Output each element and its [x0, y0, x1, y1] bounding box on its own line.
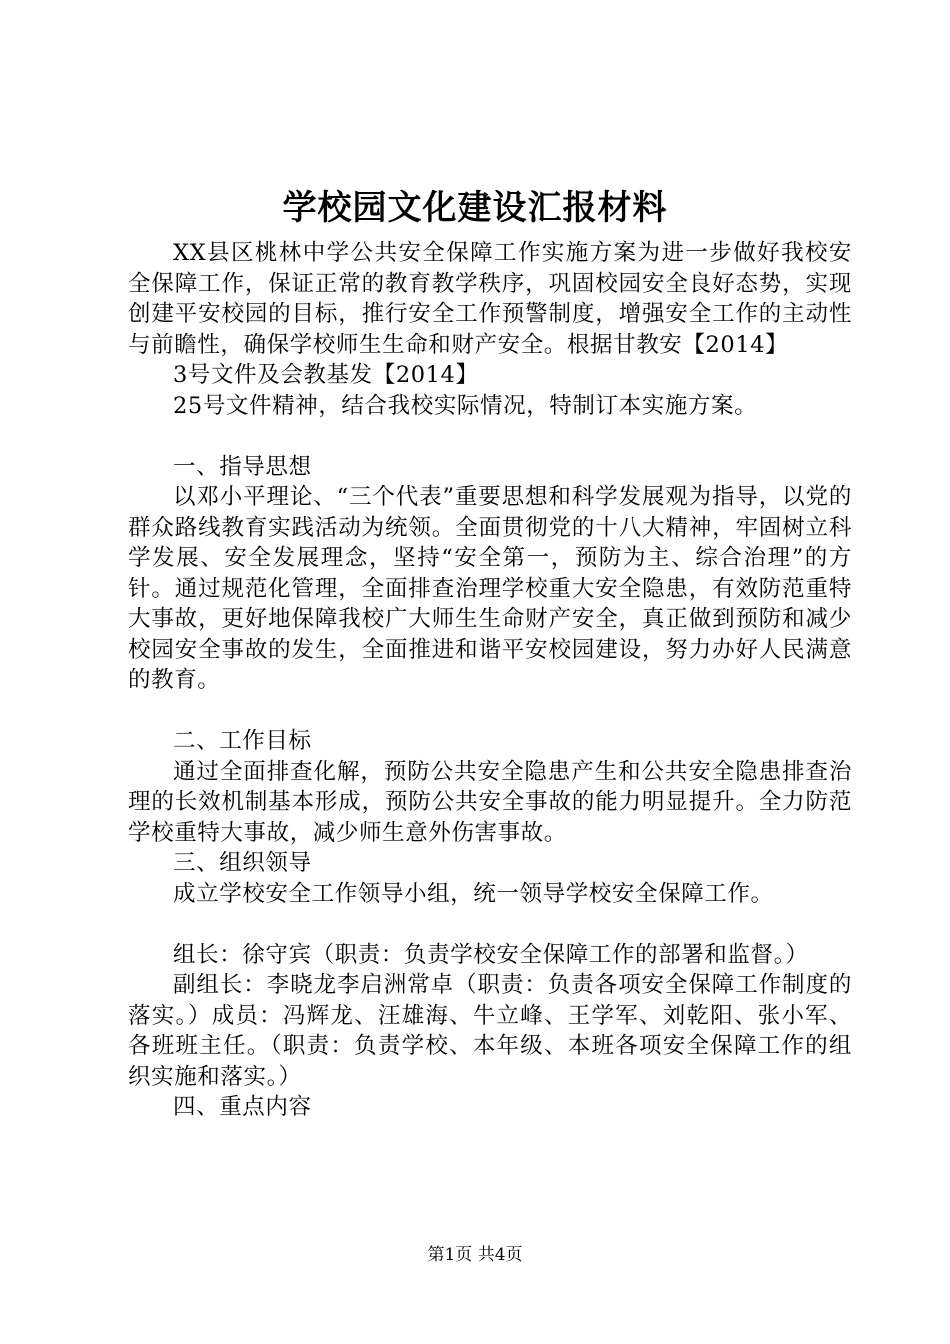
section-heading-work-goals: 二、工作目标 [173, 728, 312, 754]
paragraph-intro: XX县区桃林中学公共安全保障工作实施方案为进一步做好我校安全保障工作，保证正常的教育教学秩序，巩固校园安全良好态势，实现创建平安校园的目标，推行安全工作预警制度，增强安全工作的主动性与前瞻性，确保学校师生生命和财产安全。根据甘教安【2014】 [128, 240, 852, 358]
page-footer: 第1页 共4页 [427, 1245, 523, 1265]
blank-line [128, 421, 852, 452]
section-heading-organization: 三、组织领导 [173, 850, 312, 876]
section-heading-guiding-thought: 一、指导思想 [173, 453, 312, 480]
paragraph-deputy-leaders-members: 副组长：李晓龙李启洲常卓（职责：负责各项安全保障工作制度的落实。）成员：冯辉龙、汪雄海、牛立峰、王学军、刘乾阳、张小军、各班班主任。（职责：负责学校、本年级、本班各项安全保障工作的组织实施和落实。） [128, 972, 852, 1090]
paragraph-guiding-thought: 以邓小平理论、“三个代表”重要思想和科学发展观为指导，以党的群众路线教育实践活动为统领。全面贯彻党的十八大精神，牢固树立科学发展、安全发展理念，坚持“安全第一，预防为主、综合治理”的方针。通过规范化管理，全面排查治理学校重大安全隐患，有效防范重特大事故，更好地保障我校广大师生生命财产安全，真正做到预防和减少校园安全事故的发生，全面推进和谐平安校园建设，努力办好人民满意的教育。 [128, 484, 852, 693]
paragraph-team-leader: 组长：徐守宾（职责：负责学校安全保障工作的部署和监督。） [173, 941, 809, 968]
blank-line [128, 696, 852, 727]
paragraph-reference-1: 3号文件及会教基发【2014】 [173, 362, 479, 388]
paragraph-reference-2: 25号文件精神，结合我校实际情况，特制订本实施方案。 [173, 392, 758, 419]
document-body [128, 238, 852, 1123]
section-heading-key-content: 四、重点内容 [173, 1094, 312, 1120]
paragraph-work-goals: 通过全面排查化解，预防公共安全隐患产生和公共安全隐患排查治理的长效机制基本形成，预防公共安全事故的能力明显提升。全力防范学校重特大事故，减少师生意外伤害事故。 [128, 758, 852, 846]
blank-line [128, 909, 852, 940]
paragraph-organization: 成立学校安全工作领导小组，统一领导学校安全保障工作。 [173, 880, 774, 907]
document-title: 学校园文化建设汇报材料 [282, 188, 668, 228]
